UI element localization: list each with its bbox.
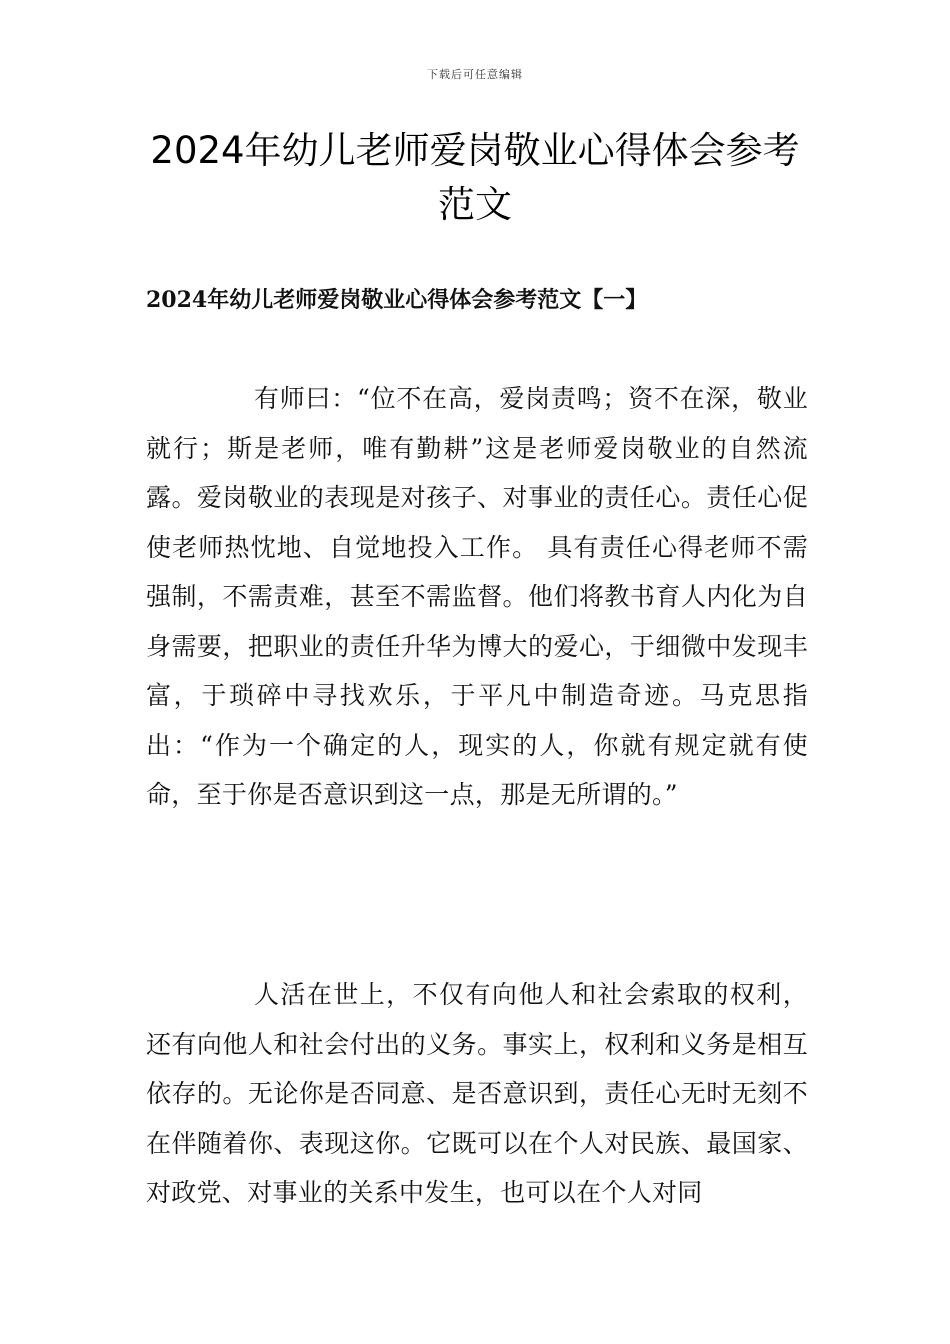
body-paragraph-1: 有师曰：“位不在高，爱岗责鸣；资不在深，敬业就行；斯是老师，唯有勤耕”这是老师爱岗敬业的自然流露。爱岗敬业的表现是对孩子、对事业的责任心。责任心促使老师热忱地、自觉地投入工作。 具有责任心得老师不需强制，不需责难，甚至不需监督。他们将教书育人内化为自身需要，把职业的责任升华为博大的爱心，于细微中发现丰富，于琐碎中寻找欢乐，于平凡中制造奇迹。马克思指出：“作为一个确定的人，现实的人，你就有规定就有使命，至于你是否意识到这一点，那是无所谓的。” [146,384,808,809]
section-heading: 2024年幼儿老师爱岗敬业心得体会参考范文【一】 [146,287,648,313]
document-title: 2024年幼儿老师爱岗敬业心得体会参考范文 [150,129,800,226]
header-note: 下载后可任意编辑 [427,68,523,81]
body-paragraph-2: 人活在世上，不仅有向他人和社会索取的权利，还有向他人和社会付出的义务。事实上，权利和义务是相互依存的。无论你是否同意、是否意识到，责任心无时无刻不在伴随着你、表现这你。它既可以在个人对民族、最国家、对政党、对事业的关系中发生，也可以在个人对同 [146,980,808,1207]
